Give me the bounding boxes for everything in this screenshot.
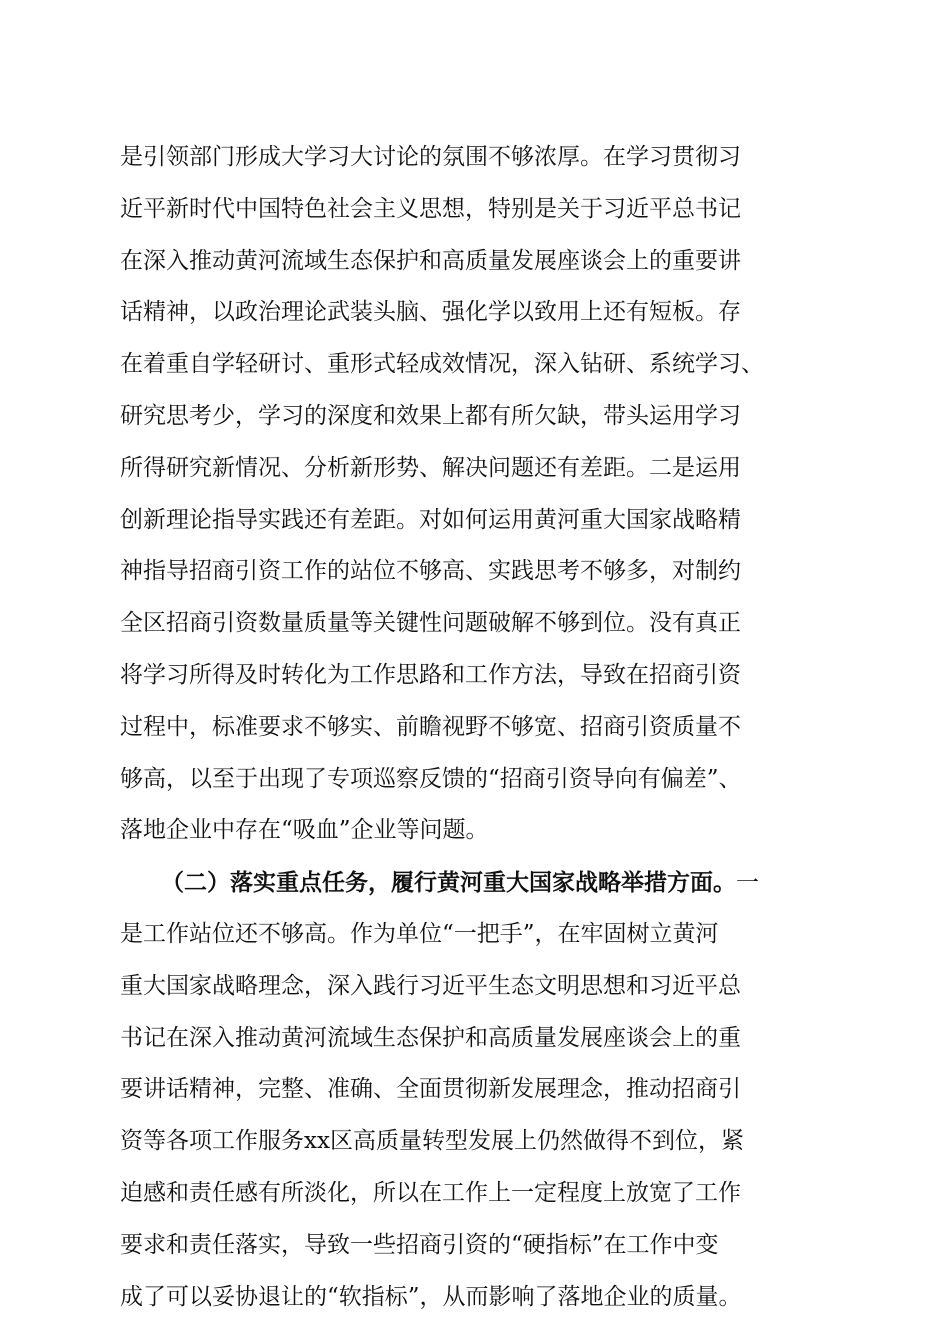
text-line: 话精神，以政治理论武装头脑、强化学以致用上还有短板。存 [120, 299, 741, 326]
text-line: 是引领部门形成大学习大讨论的氛围不够浓厚。在学习贯彻习 [120, 144, 741, 170]
text-line: 重大国家战略理念，深入践行习近平生态文明思想和习近平总 [120, 972, 741, 999]
section-heading: （二）落实重点任务，履行黄河重大国家战略举措方面。 [161, 869, 736, 897]
heading-line-text: 一 [736, 870, 759, 897]
text-line: 迫感和责任感有所淡化，所以在工作上一定程度上放宽了工作 [120, 1179, 741, 1206]
text-line: 研究思考少，学习的深度和效果上都有所欠缺，带头运用学习 [120, 402, 741, 429]
text-line: 在着重自学轻研讨、重形式轻成效情况，深入钻研、系统学习、 [120, 351, 764, 378]
text-line: 近平新时代中国特色社会主义思想，特别是关于习近平总书记 [120, 195, 741, 222]
text-line: 是工作站位还不够高。作为单位“一把手”，在牢固树立黄河 [120, 920, 719, 947]
text-line: 要讲话精神，完整、准确、全面贯彻新发展理念，推动招商引 [120, 1076, 741, 1103]
text-line: 够高，以至于出现了专项巡察反馈的“招商引资导向有偏差”、 [120, 765, 742, 792]
text-line: 所得研究新情况、分析新形势、解决问题还有差距。二是运用 [120, 454, 741, 481]
text-line: 书记在深入推动黄河流域生态保护和高质量发展座谈会上的重 [120, 1024, 741, 1051]
text-line: 神指导招商引资工作的站位不够高、实践思考不够多，对制约 [120, 558, 741, 585]
text-line: 将学习所得及时转化为工作思路和工作方法，导致在招商引资 [120, 661, 741, 688]
text-line: 成了可以妥协退让的“软指标”，从而影响了落地企业的质量。 [120, 1283, 742, 1310]
section-heading-line [0, 857, 950, 909]
document-body [0, 132, 950, 1323]
text-line: 全区招商引资数量质量等关键性问题破解不够到位。没有真正 [120, 610, 741, 637]
text-line: 落地企业中存在“吸血”企业等问题。 [120, 817, 489, 844]
text-line: 创新理论指导实践还有差距。对如何运用黄河重大国家战略精 [120, 506, 741, 533]
text-line: 在深入推动黄河流域生态保护和高质量发展座谈会上的重要讲 [120, 247, 741, 274]
text-line: 过程中，标准要求不够实、前瞻视野不够宽、招商引资质量不 [120, 713, 741, 740]
text-line: 资等各项工作服务xx区高质量转型发展上仍然做得不到位，紧 [120, 1128, 744, 1155]
text-line: 要求和责任落实，导致一些招商引资的“硬指标”在工作中变 [120, 1231, 719, 1258]
